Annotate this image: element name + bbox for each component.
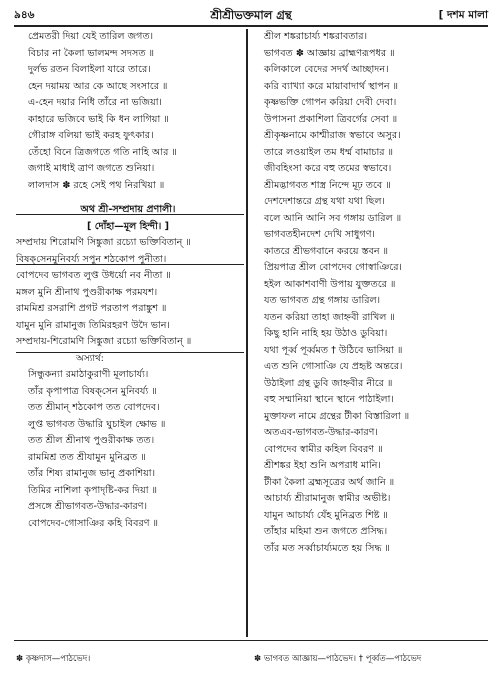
- verse-line: তাঁর কৃপাপাত্র বিষক্‌সেন মুনিবর্য্য ॥: [28, 385, 157, 397]
- verse-line: তেঁহো বিনে ত্রিজগতে গতি নাহি আর ॥: [28, 146, 177, 158]
- verse-line: তত শ্রীমান্ শঠকোপ তত বোপদেব।: [28, 402, 160, 413]
- book-title: শ্রীশ্রীভক্তমাল গ্রন্থ: [210, 8, 292, 22]
- verse-line: বলে আনি আনি সব গঙ্গায় ডারিল ॥: [264, 212, 402, 224]
- verse-line: তারে লওয়াইল তম ধর্ম্ম বামাচার ॥: [264, 146, 394, 158]
- verse-line: কাতরে শ্রীভগবানে করয়ে স্তবন ॥: [264, 245, 389, 257]
- verse-line: [ দোঁহা—মূল হিন্দী। ]: [86, 220, 170, 232]
- verse-line: শ্রীল শঙ্করাচার্য্য শঙ্করাবতার।: [264, 31, 367, 42]
- verse-line: কাহারে ভজিবে ভাই কি ধন লাগিয়া ॥: [28, 113, 169, 125]
- verse-line: এত শুনি গোসাঞি যে প্রহৃষ্ট অন্তরে।: [264, 361, 403, 372]
- verse-line: লালদাস ✽ রহে সেই পথ নিরখিয়া ॥: [28, 179, 165, 191]
- verse-line: হেন দয়াময় আর কে আছে সংসারে ॥: [28, 80, 168, 92]
- verse-line: ভাগবত ✽ আজ্ঞায় ব্রাহ্মণরূপধর ॥: [264, 47, 395, 59]
- verse-line: বহু সম্মানিয়া স্থানে স্থানে পাঠাইলা।: [264, 394, 394, 405]
- verse-line: সম্প্রদায়-শিরোমণি সিঙ্কুজা রচ্যো ভক্তিবিতান্ ॥: [16, 336, 192, 347]
- verse-line: দেশদেশান্তরে গ্রন্থ যথা যথা ছিল।: [264, 196, 385, 207]
- verse-line: বোপদেব স্বামীর কহিল বিবরণ ॥: [264, 443, 383, 455]
- verse-line: তিমির নাশিলা কৃপাদৃষ্টি-কর দিয়া ॥: [28, 484, 157, 496]
- header-rule: [14, 25, 488, 27]
- verse-line: টীকা কৈলা ব্রহ্মসূত্রের অর্থ জানি ॥: [264, 476, 395, 488]
- verse-line: হইল আকাশবাণী উপায় যুক্ততরে ॥: [264, 278, 396, 290]
- verse-line: যত ভাগবত গ্রন্থ গঙ্গায় ডারিল।: [264, 295, 381, 306]
- verse-line: এ-হেন দয়ার নিধি তাঁরে না ভজিয়া।: [28, 97, 162, 108]
- verse-line: তাঁর শিষ্য রামানুজ ভানু প্রকাশিয়া।: [28, 468, 156, 479]
- verse-line: প্রেমতরী দিয়া যেই তারিল জগত।: [28, 31, 154, 42]
- section-label: [ দশম মালা: [438, 9, 488, 21]
- verse-line: আচার্য্য শ্রীরামানুজ স্বামীর অভীষ্ট।: [264, 493, 391, 504]
- verse-line: মুক্তাফল নামে গ্রন্থের টীকা বিস্তারিলা ॥: [264, 410, 410, 422]
- verse-line: প্রসঙ্গে শ্রীভাগবত-উদ্ধার-কারণ।: [28, 501, 147, 512]
- verse-line: তত শ্রীল শ্রীনাথ পুণ্ডরীকাক্ষ তত।: [28, 435, 155, 446]
- verse-line: তাঁহার মহিমা শুন জগতে প্রসিদ্ধ।: [264, 526, 388, 537]
- verse-line: শ্রীমদ্ভাগবত শাস্ত্র নিন্দে মূঢ় তবে ॥: [264, 179, 391, 191]
- verse-line: যতন করিয়া তাহা জাহ্নবী রাখিল ॥: [264, 311, 395, 323]
- verse-line: বিষক্‌সেনমুনিবর্য্য সপুন শঠকোপ পুনীতা।: [16, 253, 167, 265]
- verse-line: বিচার না কৈলা ভালমন্দ সদসত ॥: [28, 47, 155, 59]
- verse-line: জগাই মাধাই ত্রাণ জগতে শুনিয়া।: [28, 163, 155, 174]
- verse-line: যথা পূর্ব্ব পূর্ব্বমত † উঠিবে ভাসিয়া ॥: [264, 344, 403, 356]
- verse-line: যামুন মুনি রামানুজ তিমিরহরণ উদৈ ভান।: [16, 319, 170, 331]
- page-header: [14, 6, 488, 24]
- verse-line: শ্রীশঙ্কর ইহা শুনি অপরাধ মানি।: [264, 460, 381, 471]
- verse-line: বোপদেব-গোসাঞির কহি বিবরণ ॥: [28, 517, 159, 529]
- verse-line: অথ শ্রী-সম্প্রদায় প্রণালী।: [80, 204, 176, 215]
- verse-line: রামমিশ্র তত শ্রীযামুন মুনিব্রত ॥: [28, 451, 146, 463]
- verse-line: জীবহিংসা করে বহু তমের স্বভাবে।: [264, 163, 392, 174]
- left-text-column: [16, 29, 240, 623]
- verse-line: যামুন আচার্য্য যেঁহ মুনিব্রত শিষ্ট ॥: [264, 509, 388, 521]
- verse-line: কিছু হানি নাহি হয় উঠাও ডুবিয়া।: [264, 328, 388, 339]
- verse-line: সিন্ধুকন্যা রমাঠাকুরাণী মূলাচার্য্য।: [28, 369, 149, 380]
- verse-line: প্রিয়পাত্র শ্রীল বোপদেব গোস্বাঞিরে।: [264, 262, 402, 273]
- verse-line: অতএব-ভাগবত-উদ্ধার-কারণ।: [264, 427, 378, 438]
- verse-line: অস্যার্থ:: [76, 353, 104, 364]
- verse-line: কলিকালে বেদের সদর্থ আচ্ছাদন।: [264, 64, 389, 75]
- footnote-right: ✽ ভাগবত আজ্ঞায়—পাঠভেদ। † পূর্ব্বত—পাঠভেদ: [254, 654, 422, 664]
- verse-line: লুপ্ত ভাগবত উদ্ধারি ঘুচাইল ক্ষোভ ॥: [28, 418, 166, 430]
- right-text-column: [254, 29, 486, 623]
- verse-line: উঠাইলা গ্রন্থ ডুবি জাহ্নবীর নীরে ॥: [264, 377, 393, 389]
- footnote-left: ✽ কৃষ্ণদাস—পাঠভেদ।: [16, 654, 91, 664]
- verse-line: করি ব্যাখ্যা করে মায়াবাদার্থ স্থাপন ॥: [264, 80, 399, 92]
- column-divider: [246, 29, 248, 637]
- page-number: ৯৪৬: [14, 9, 35, 21]
- footer-rule: [14, 640, 488, 641]
- verse-line: সম্প্রদায় শিরোমণি সিঙ্কুজা রচ্যো ভক্তিবিতান্ ॥: [16, 237, 191, 248]
- verse-line: রামমিশ্র রসরাশি প্রগট পরতাপ পরাঙ্কুশ ॥: [16, 303, 167, 314]
- verse-line: গৌরাঙ্গ বলিয়া ভাই করহ ফুৎকার।: [28, 130, 154, 141]
- verse-line: শ্রীকৃষ্ণনামে কাশ্মীরাজ স্বভাবে অসুর।: [264, 130, 401, 141]
- verse-line: কৃষ্ণভক্তি গোপন করিয়া দেবী দেবা।: [264, 97, 397, 108]
- verse-line: ভাগবতহীনদেশ দেখি সাধুগণ।: [264, 229, 375, 240]
- verse-line: বোপদেব ভাগবত লুপ্ত উধর্য়ো নব নীতা ॥: [16, 270, 171, 281]
- verse-line: মঙ্গল মুনি শ্রীনাথ পুণ্ডরীকাক্ষ পরমযশ।: [16, 286, 158, 298]
- verse-line: তাঁর মত সর্ব্বাচার্য্যমতে হয় সিদ্ধ ॥: [264, 542, 390, 554]
- verse-line: দুর্লভ রতন বিলাইলা যারে তারে।: [28, 64, 151, 75]
- page-footer: [16, 652, 486, 666]
- verse-line: [16, 194, 240, 202]
- verse-line: উপাসনা প্রকাশিলা ত্রিবর্গের সেবা ॥: [264, 113, 398, 125]
